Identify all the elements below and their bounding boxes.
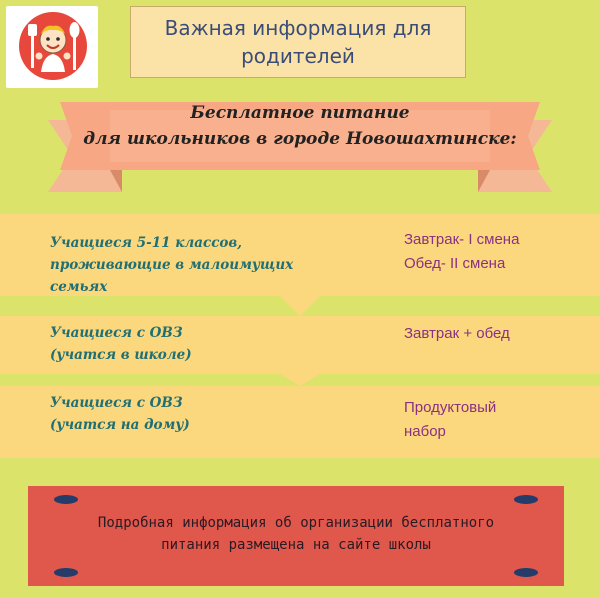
logo bbox=[6, 6, 98, 88]
child-with-cutlery-icon bbox=[19, 12, 87, 80]
decorative-dash-icon bbox=[514, 495, 538, 504]
decorative-dash-icon bbox=[54, 568, 78, 577]
info-line-2: питания размещена на сайте школы bbox=[161, 537, 431, 553]
banner-title bbox=[60, 100, 540, 152]
banner-line-1: Бесплатное питание bbox=[190, 103, 410, 123]
title-line-1: Важная информация для bbox=[164, 16, 432, 40]
banner-line-2: для школьников в городе Новошахтинске: bbox=[83, 129, 517, 149]
meal-cell: Продуктовый набор bbox=[404, 399, 497, 440]
category-cell: Учащиеся с ОВЗ (учатся на дому) bbox=[50, 395, 190, 433]
info-line-1: Подробная информация об организации бесплатного bbox=[97, 515, 495, 531]
info-box bbox=[28, 486, 564, 586]
title-line-2: родителей bbox=[241, 44, 355, 68]
decorative-dash-icon bbox=[54, 495, 78, 504]
info-text bbox=[28, 512, 564, 556]
category-cell: Учащиеся с ОВЗ (учатся в школе) bbox=[50, 325, 192, 363]
meal-cell: Завтрак + обед bbox=[404, 325, 510, 342]
category-cell: Учащиеся 5-11 классов, проживающие в малоимущих семьях bbox=[50, 235, 294, 295]
row-divider bbox=[0, 296, 600, 318]
decorative-dash-icon bbox=[514, 568, 538, 577]
meal-cell: Завтрак- I смена Обед- II смена bbox=[404, 231, 520, 272]
page-title bbox=[130, 6, 466, 78]
